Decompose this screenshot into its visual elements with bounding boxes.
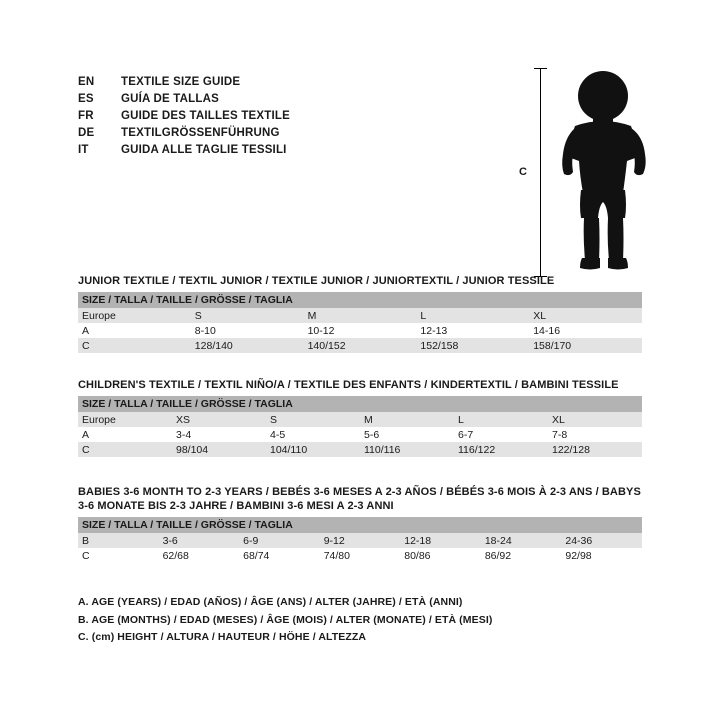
row-label: C [78, 338, 191, 353]
row-label: B [78, 533, 159, 548]
table-row [78, 323, 642, 338]
language-title: TEXTILGRÖSSENFÜHRUNG [121, 127, 280, 139]
table-cell: 10-12 [304, 323, 417, 338]
table-cell: 3-6 [159, 533, 240, 548]
row-label: Europe [78, 308, 191, 323]
table-cell: S [191, 308, 304, 323]
table-cell: 18-24 [481, 533, 562, 548]
table-cell: 74/80 [320, 548, 401, 563]
table-cell: 24-36 [561, 533, 642, 548]
table-cell: 68/74 [239, 548, 320, 563]
section-childrens-textile [78, 378, 642, 457]
table-cell: 12-18 [400, 533, 481, 548]
table-cell: 86/92 [481, 548, 562, 563]
footnote-a: A. AGE (YEARS) / EDAD (AÑOS) / ÂGE (ANS) / ALTER (JAHRE) / ETÀ (ANNI) [78, 596, 463, 608]
table-cell: 5-6 [360, 427, 454, 442]
table-cell: 7-8 [548, 427, 642, 442]
table-cell: XL [548, 412, 642, 427]
table-cell: 104/110 [266, 442, 360, 457]
table-cell: M [360, 412, 454, 427]
language-row [78, 91, 498, 108]
table-cell: 80/86 [400, 548, 481, 563]
table-row [78, 548, 642, 563]
language-code: IT [78, 144, 89, 156]
table-row [78, 442, 642, 457]
table-cell: 98/104 [172, 442, 266, 457]
table-band-row [78, 292, 642, 308]
language-row [78, 125, 498, 142]
language-code: DE [78, 127, 95, 139]
section-title: CHILDREN'S TEXTILE / TEXTIL NIÑO/A / TEXTILE DES ENFANTS / KINDERTEXTIL / BAMBINI TESSILE [78, 379, 619, 391]
measure-label: C [516, 164, 530, 180]
table-cell: 122/128 [548, 442, 642, 457]
language-code: ES [78, 93, 94, 105]
table-cell: 12-13 [416, 323, 529, 338]
size-table-junior [78, 292, 642, 353]
table-cell: 8-10 [191, 323, 304, 338]
measure-cap-top [534, 68, 547, 69]
section-junior-textile [78, 274, 642, 353]
table-cell: 6-7 [454, 427, 548, 442]
table-cell: 92/98 [561, 548, 642, 563]
table-cell: 152/158 [416, 338, 529, 353]
table-cell: 116/122 [454, 442, 548, 457]
measure-line [540, 68, 541, 276]
language-row [78, 74, 498, 91]
table-band-label: SIZE / TALLA / TAILLE / GRÖSSE / TAGLIA [78, 396, 642, 412]
table-cell: 9-12 [320, 533, 401, 548]
table-cell: 110/116 [360, 442, 454, 457]
table-cell: 62/68 [159, 548, 240, 563]
row-label: C [78, 442, 172, 457]
table-cell: S [266, 412, 360, 427]
language-title: GUIDE DES TAILLES TEXTILE [121, 110, 290, 122]
language-title: TEXTILE SIZE GUIDE [121, 76, 241, 88]
footnote-c: C. (cm) HEIGHT / ALTURA / HAUTEUR / HÖHE / ALTEZZA [78, 631, 367, 643]
table-cell: 128/140 [191, 338, 304, 353]
table-cell: 4-5 [266, 427, 360, 442]
size-table-children [78, 396, 642, 457]
table-cell: 140/152 [304, 338, 417, 353]
table-cell: XS [172, 412, 266, 427]
language-title: GUIDA ALLE TAGLIE TESSILI [121, 144, 287, 156]
table-cell: M [304, 308, 417, 323]
footnote-b: B. AGE (MONTHS) / EDAD (MESES) / ÂGE (MOIS) / ALTER (MONATE) / ETÀ (MESI) [78, 613, 493, 626]
language-code: FR [78, 110, 94, 122]
language-title-list [78, 74, 498, 159]
table-row [78, 412, 642, 427]
table-row [78, 533, 642, 548]
row-label: A [78, 427, 172, 442]
language-title: GUÍA DE TALLAS [121, 93, 219, 105]
height-measurement-figure [505, 60, 680, 280]
section-babies-textile [78, 485, 642, 563]
table-band-label: SIZE / TALLA / TAILLE / GRÖSSE / TAGLIA [78, 292, 642, 308]
table-row [78, 427, 642, 442]
row-label: Europe [78, 412, 172, 427]
table-row [78, 338, 642, 353]
table-row [78, 308, 642, 323]
footnotes [78, 594, 638, 647]
table-cell: L [454, 412, 548, 427]
table-band-label: SIZE / TALLA / TAILLE / GRÖSSE / TAGLIA [78, 517, 642, 533]
language-code: EN [78, 76, 95, 88]
child-silhouette-icon [553, 68, 663, 283]
table-cell: 158/170 [529, 338, 642, 353]
table-cell: L [416, 308, 529, 323]
table-band-row [78, 396, 642, 412]
language-row [78, 108, 498, 125]
table-cell: 14-16 [529, 323, 642, 338]
table-cell: XL [529, 308, 642, 323]
row-label: A [78, 323, 191, 338]
row-label: C [78, 548, 159, 563]
language-row [78, 142, 498, 159]
section-title: JUNIOR TEXTILE / TEXTIL JUNIOR / TEXTILE JUNIOR / JUNIORTEXTIL / JUNIOR TESSILE [78, 275, 555, 287]
section-title: BABIES 3-6 MONTH TO 2-3 YEARS / BEBÉS 3-6 MESES A 2-3 AÑOS / BÉBÉS 3-6 MOIS À 2-3 ANS / BABYS 3-6 MONATE BIS 2-3 JAHRE / BAMBINI 3-6 MESI A 2-3 ANNI [78, 486, 641, 512]
table-cell: 6-9 [239, 533, 320, 548]
table-cell: 3-4 [172, 427, 266, 442]
size-table-babies [78, 517, 642, 563]
table-band-row [78, 517, 642, 533]
